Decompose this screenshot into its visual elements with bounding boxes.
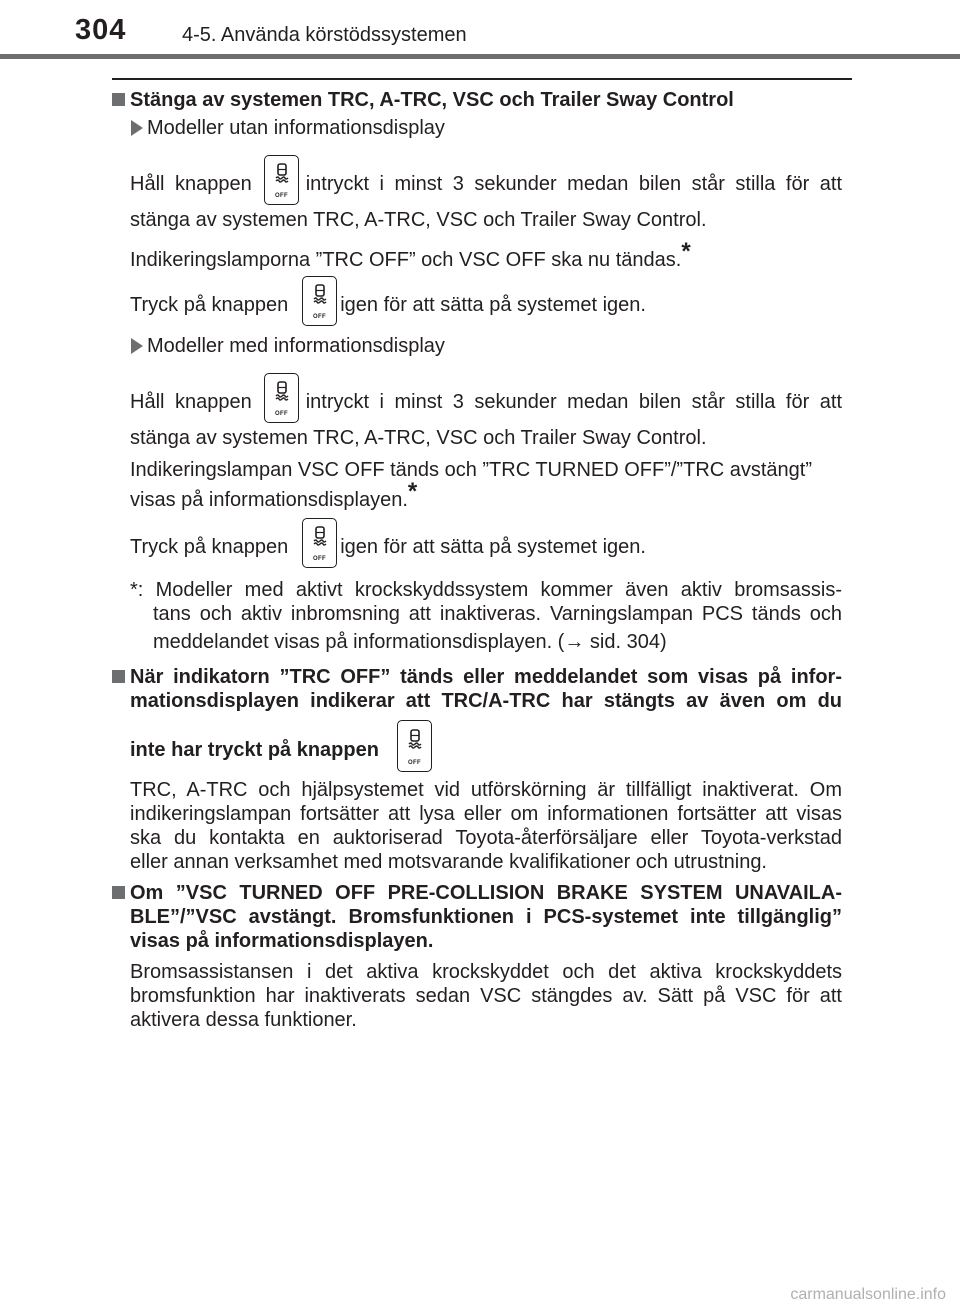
paragraph-line: ska du kontakta en auktoriserad Toyota-återförsäljare eller Toyota-verkstad xyxy=(130,827,842,849)
subheading: Modeller med informationsdisplay xyxy=(147,335,445,357)
footnote-marker: * xyxy=(407,478,418,505)
watermark: carmanualsonline.info xyxy=(790,1286,946,1303)
section-bullet xyxy=(112,670,125,683)
paragraph-line: bromsfunktion har inaktiverats sedan VSC stängdes av. Sätt på VSC för att xyxy=(130,985,842,1007)
section-heading: Stänga av systemen TRC, A-TRC, VSC och Trailer Sway Control xyxy=(130,89,734,111)
sub-bullet xyxy=(131,120,143,136)
paragraph-line: Indikeringslamporna ”TRC OFF” och VSC OFF ska nu tändas.* xyxy=(130,238,691,271)
vsc-off-button-icon xyxy=(302,518,337,568)
off-label: OFF xyxy=(275,193,288,199)
footnote-marker: * xyxy=(681,238,691,265)
section-bullet xyxy=(112,93,125,106)
vsc-off-icon xyxy=(273,381,291,405)
vsc-off-button-icon xyxy=(264,373,299,423)
vsc-off-icon xyxy=(311,526,329,550)
paragraph-line: stänga av systemen TRC, A-TRC, VSC och Trailer Sway Control. xyxy=(130,427,707,449)
paragraph-line: Tryck på knappen igen för att sätta på systemet igen. xyxy=(130,294,646,316)
paragraph-line: Bromsassistansen i det aktiva krockskyddet och det aktiva krockskyddets xyxy=(130,961,842,983)
paragraph-line: Håll knappen intryckt i minst 3 sekunder medan bilen står stilla för att xyxy=(130,391,843,413)
page-number: 304 xyxy=(75,14,127,46)
off-label: OFF xyxy=(408,760,421,766)
section-heading: inte har tryckt på knappen xyxy=(130,739,379,761)
header-divider xyxy=(0,54,960,59)
footnote-line: tans och aktiv inbromsning att inaktiveras. Varningslampan PCS tänds och xyxy=(153,603,842,625)
section-heading: Om ”VSC TURNED OFF PRE-COLLISION BRAKE SYSTEM UNAVAILA- xyxy=(130,882,842,904)
footnote-line: meddelandet visas på informationsdisplayen. (→ sid. 304) xyxy=(153,631,667,653)
vsc-off-button-icon xyxy=(264,155,299,205)
sub-bullet xyxy=(131,338,143,354)
paragraph-line: aktivera dessa funktioner. xyxy=(130,1009,357,1031)
paragraph-line: indikeringslampan fortsätter att lysa eller om informationen fortsätter att visas xyxy=(130,803,842,825)
section-divider xyxy=(112,78,852,80)
off-label: OFF xyxy=(275,411,288,417)
vsc-off-icon xyxy=(406,729,424,753)
section-heading: BLE”/”VSC avstängt. Bromsfunktionen i PCS-systemet inte tillgänglig” xyxy=(130,906,842,928)
paragraph-line: Indikeringslampan VSC OFF tänds och ”TRC TURNED OFF”/”TRC avstängt” xyxy=(130,459,813,481)
section-heading: När indikatorn ”TRC OFF” tänds eller meddelandet som visas på infor- xyxy=(130,666,842,688)
vsc-off-button-icon xyxy=(397,720,432,772)
off-label: OFF xyxy=(313,556,326,562)
section-bullet xyxy=(112,886,125,899)
paragraph-line: stänga av systemen TRC, A-TRC, VSC och Trailer Sway Control. xyxy=(130,209,707,231)
paragraph-line: eller annan verksamhet med motsvarande kvalifikationer och utrustning. xyxy=(130,851,767,873)
paragraph-line: TRC, A-TRC och hjälpsystemet vid utförskörning är tillfälligt inaktiverat. Om xyxy=(130,779,842,801)
subheading: Modeller utan informationsdisplay xyxy=(147,117,445,139)
page-header xyxy=(0,0,960,60)
chapter-title: 4-5. Använda körstödssystemen xyxy=(182,24,467,46)
vsc-off-icon xyxy=(273,163,291,187)
section-heading: visas på informationsdisplayen. xyxy=(130,930,434,952)
vsc-off-button-icon xyxy=(302,276,337,326)
section-heading: mationsdisplayen indikerar att TRC/A-TRC har stängts av även om du xyxy=(130,690,842,712)
paragraph-line: visas på informationsdisplayen.* xyxy=(130,478,418,511)
paragraph-line: Tryck på knappen igen för att sätta på systemet igen. xyxy=(130,536,646,558)
paragraph-line: Håll knappen intryckt i minst 3 sekunder medan bilen står stilla för att xyxy=(130,173,843,195)
off-label: OFF xyxy=(313,314,326,320)
footnote-line: *: Modeller med aktivt krockskyddssystem kommer även aktiv bromsassis- xyxy=(130,579,842,601)
vsc-off-icon xyxy=(311,284,329,308)
